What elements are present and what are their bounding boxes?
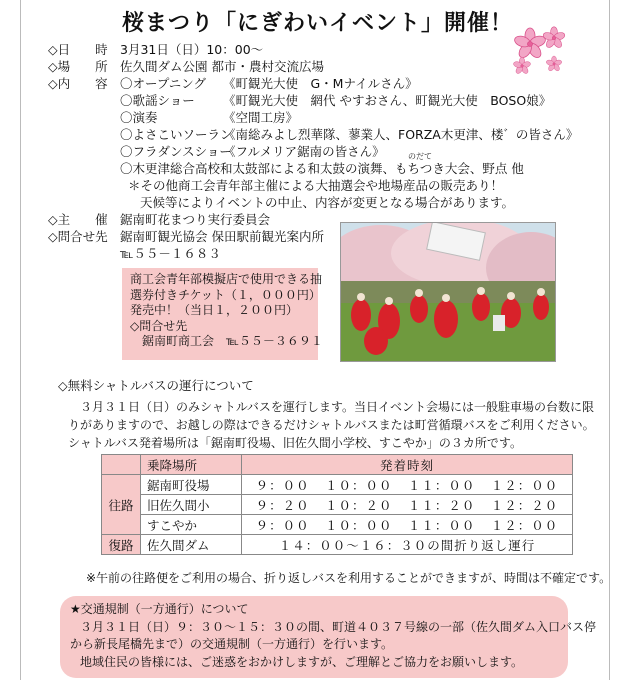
table-header-times: 発着時刻	[242, 455, 573, 475]
place-value: 佐久間ダム公園 都市・農村交流広場	[120, 59, 324, 74]
departure-time: １０：２０	[325, 497, 393, 513]
departure-time: １１：２０	[407, 497, 476, 513]
traffic-box	[60, 596, 597, 678]
shuttle-line: りがありますので、お越しの際はできるだけシャトルバスまたは町営循環バスをご利用ください。	[68, 418, 595, 432]
table-header-corner	[102, 455, 141, 475]
traffic-line: 地域住民の皆様には、ご迷惑をおかけしますが、ご理解とご協力をお願いします。	[80, 654, 524, 669]
stop-name: すこやか	[141, 515, 242, 535]
departure-time: １２：２０	[490, 497, 559, 513]
bus-note: ※午前の往路便をご利用の場合、折り返しバスを利用することができますが、時間は不確定です。	[86, 571, 612, 585]
ticket-contact-label: ◇問合せ先	[130, 318, 188, 333]
content-note: ＊その他商工会青年部主催による大抽選会や地場産品の販売あり！	[128, 178, 504, 193]
shuttle-line: ３月３１日（日）のみシャトルバスを運行します。当日イベント会場には一般駐車場の台数に限	[80, 400, 594, 414]
table-header-row	[102, 455, 573, 475]
ticket-line: 商工会青年部模擬店で使用できる抽	[130, 272, 323, 286]
content-note: 天候等によりイベントの中止、内容が変更となる場合があります。	[140, 195, 515, 210]
departure-time: １１：００	[407, 517, 476, 533]
departure-time: １０：００	[325, 477, 393, 493]
table-row	[102, 495, 573, 515]
program-performer: 《南総みよし烈華隊、蓼業人、FORZA木更津、楼゛の皆さん》	[223, 127, 579, 142]
departure-time: ９：２０	[255, 497, 310, 513]
departure-times	[242, 495, 573, 515]
date-value: 3月31日（日）10：00～	[120, 42, 264, 57]
program-performer: 《空間工房》	[223, 110, 299, 125]
program-name: 〇歌謡ショー	[120, 93, 195, 108]
program-extra: 〇木更津総合高校和太鼓部による和太鼓の演舞、もちつき大会、野点 他	[120, 161, 524, 176]
program-performer: 《フルメリア鋸南の皆さん》	[223, 144, 385, 159]
table-row	[102, 475, 573, 495]
traffic-heading: ★交通規制（一方通行）について	[70, 602, 249, 616]
shuttle-paragraph	[68, 398, 598, 452]
organizer-value: 鋸南町花まつり実行委員会	[120, 212, 271, 227]
departure-time: １２：００	[490, 517, 559, 533]
ruby-nodate: のだて	[408, 152, 432, 161]
stop-name: 鋸南町役場	[141, 475, 242, 495]
ticket-box	[122, 268, 323, 360]
event-photo	[340, 222, 556, 362]
outbound-label: 往路	[102, 475, 141, 535]
place-label: ◇場 所	[48, 59, 108, 74]
ticket-line: 発売中！（当日１，２００円）	[130, 303, 299, 317]
departure-time: １１：００	[407, 477, 476, 493]
traffic-line: ３月３１日（日）９：３０～１５：３０の間、町道４０３７号線の一部（佐久間ダム入口バス停	[80, 619, 597, 634]
program-performer: 《町観光大使 網代 やすおさん、町観光大使 BOSO娘》	[223, 93, 552, 108]
contact-tel: ℡５５－１６８３	[120, 246, 221, 261]
shuttle-heading: ◇無料シャトルバスの運行について	[58, 378, 254, 393]
departure-time: ９：００	[255, 517, 310, 533]
table-header-stop: 乗降場所	[141, 455, 242, 475]
content-label: ◇内 容	[48, 76, 108, 91]
date-label: ◇日 時	[48, 42, 108, 57]
shuttle-line: シャトルバス発着場所は「鋸南町役場、旧佐久間小学校、すこやか」の３カ所です。	[68, 436, 522, 450]
return-times: １４：００～１６：３０の間折り返し運行	[242, 535, 573, 555]
program-name: 〇よさこいソーラン	[120, 127, 233, 142]
departure-time: １０：００	[325, 517, 393, 533]
ticket-contact-value: 鋸南町商工会 ℡５５－３６９１	[142, 334, 323, 348]
program-name: 〇オープニング	[120, 76, 207, 91]
bus-timetable	[101, 454, 573, 555]
traffic-line: から新長尾橋先まで）の交通規制（一方通行）を行います。	[70, 637, 394, 651]
organizer-label: ◇主 催	[48, 212, 108, 227]
stop-name: 旧佐久間小	[141, 495, 242, 515]
table-row	[102, 515, 573, 535]
stop-name: 佐久間ダム	[141, 535, 242, 555]
departure-times	[242, 515, 573, 535]
departure-times	[242, 475, 573, 495]
departure-time: １２：００	[490, 477, 559, 493]
ticket-line: 選券付きチケット（１，０００円）	[130, 287, 321, 302]
page-title: 桜まつり「にぎわいイベント」開催！	[121, 11, 513, 36]
return-label: 復路	[102, 535, 141, 555]
program-name: 〇演奏	[120, 110, 158, 125]
departure-time: ９：００	[255, 477, 310, 493]
program-name: 〇フラダンスショー	[120, 144, 232, 159]
table-row	[102, 535, 573, 555]
cherry-blossom-icon	[510, 22, 572, 78]
contact-label: ◇問合せ先	[48, 229, 108, 244]
program-performer: 《町観光大使 G・Mナイルさん》	[223, 76, 418, 91]
contact-value: 鋸南町観光協会 保田駅前観光案内所	[120, 229, 324, 244]
